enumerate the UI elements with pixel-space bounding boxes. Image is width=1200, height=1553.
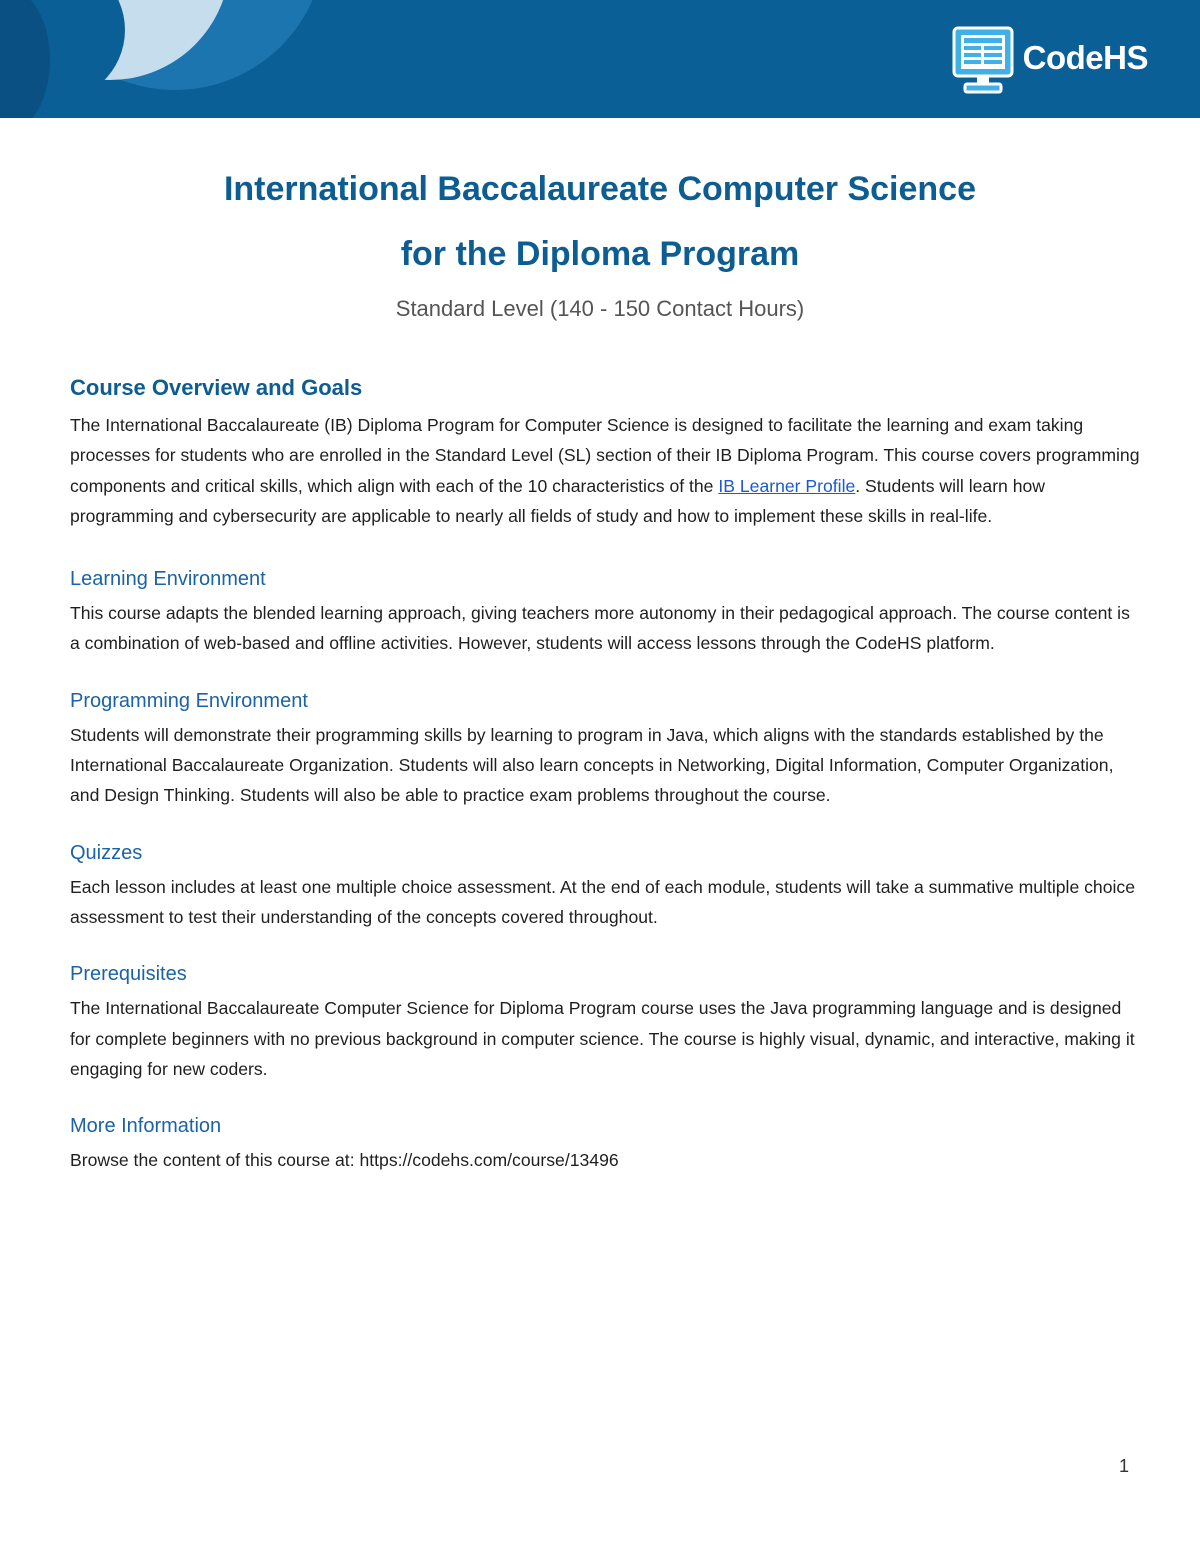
document-title-line-1: International Baccalaureate Computer Science (223, 170, 977, 208)
page-number: 1 (1118, 1456, 1129, 1476)
ib-learner-profile-link[interactable]: IB Learner Profile (718, 475, 856, 496)
paragraph-text: The International Baccalaureate (IB) Diploma Program for Computer Science is designed to facilitate the learning and exam taking processes for students who are enrolled in the Standard Level (SL) section of their IB Diploma Program. This course covers programming components and critical skills, which align with each of the 10 characteristics of the (70, 415, 1140, 496)
section-heading: Programming Environment (70, 689, 308, 712)
section-heading: Prerequisites (70, 963, 187, 986)
section-paragraph: Browse the content of this course at: https://codehs.com/course/13496 (70, 1150, 619, 1171)
document-title-line-2: for the Diploma Program (400, 235, 800, 273)
section-paragraph: This course adapts the blended learning approach, giving teachers more autonomy in their pedagogical approach. The course content is a combination of web-based and offline activities. However, students will access lessons through the CodeHS platform. (70, 603, 1130, 654)
codehs-logo[interactable] (951, 25, 1148, 97)
monitor-icon (951, 25, 1015, 97)
section-paragraph (70, 410, 1140, 531)
section-course-overview (70, 372, 1140, 531)
section-heading: Course Overview and Goals (70, 375, 363, 400)
section-more-information (70, 1111, 1140, 1175)
section-heading: Learning Environment (70, 568, 266, 591)
section-paragraph: Each lesson includes at least one multiple choice assessment. At the end of each module, students will take a summative multiple choice assessment to test their understanding of the concepts covered throughout. (70, 876, 1135, 927)
section-heading: More Information (70, 1115, 222, 1138)
paragraph-text: . Students will learn how programming and cybersecurity are applicable to nearly all fields of study and how to implement these skills in real-life. (70, 475, 1045, 526)
section-paragraph: The International Baccalaureate Computer Science for Diploma Program course uses the Java programming language and is designed for complete beginners with no previous background in computer science. The course is highly visual, dynamic, and interactive, making it engaging for new coders. (70, 998, 1135, 1079)
section-heading: Quizzes (70, 841, 143, 864)
document-subtitle: Standard Level (140 - 150 Contact Hours) (395, 296, 805, 321)
section-programming-environment (70, 686, 1140, 811)
header-banner (0, 0, 1200, 118)
document-body (70, 372, 1140, 1202)
section-prerequisites (70, 959, 1140, 1084)
section-paragraph: Students will demonstrate their programming skills by learning to program in Java, which aligns with the standards established by the International Baccalaureate Organization. Students will also learn concepts in Networking, Digital Information, Computer Organization, and Design Thinking. Students will also be able to practice exam problems throughout the course. (70, 724, 1114, 806)
section-quizzes (70, 838, 1140, 933)
logo-text: CodeHS (1022, 39, 1148, 76)
section-learning-environment (70, 564, 1140, 659)
